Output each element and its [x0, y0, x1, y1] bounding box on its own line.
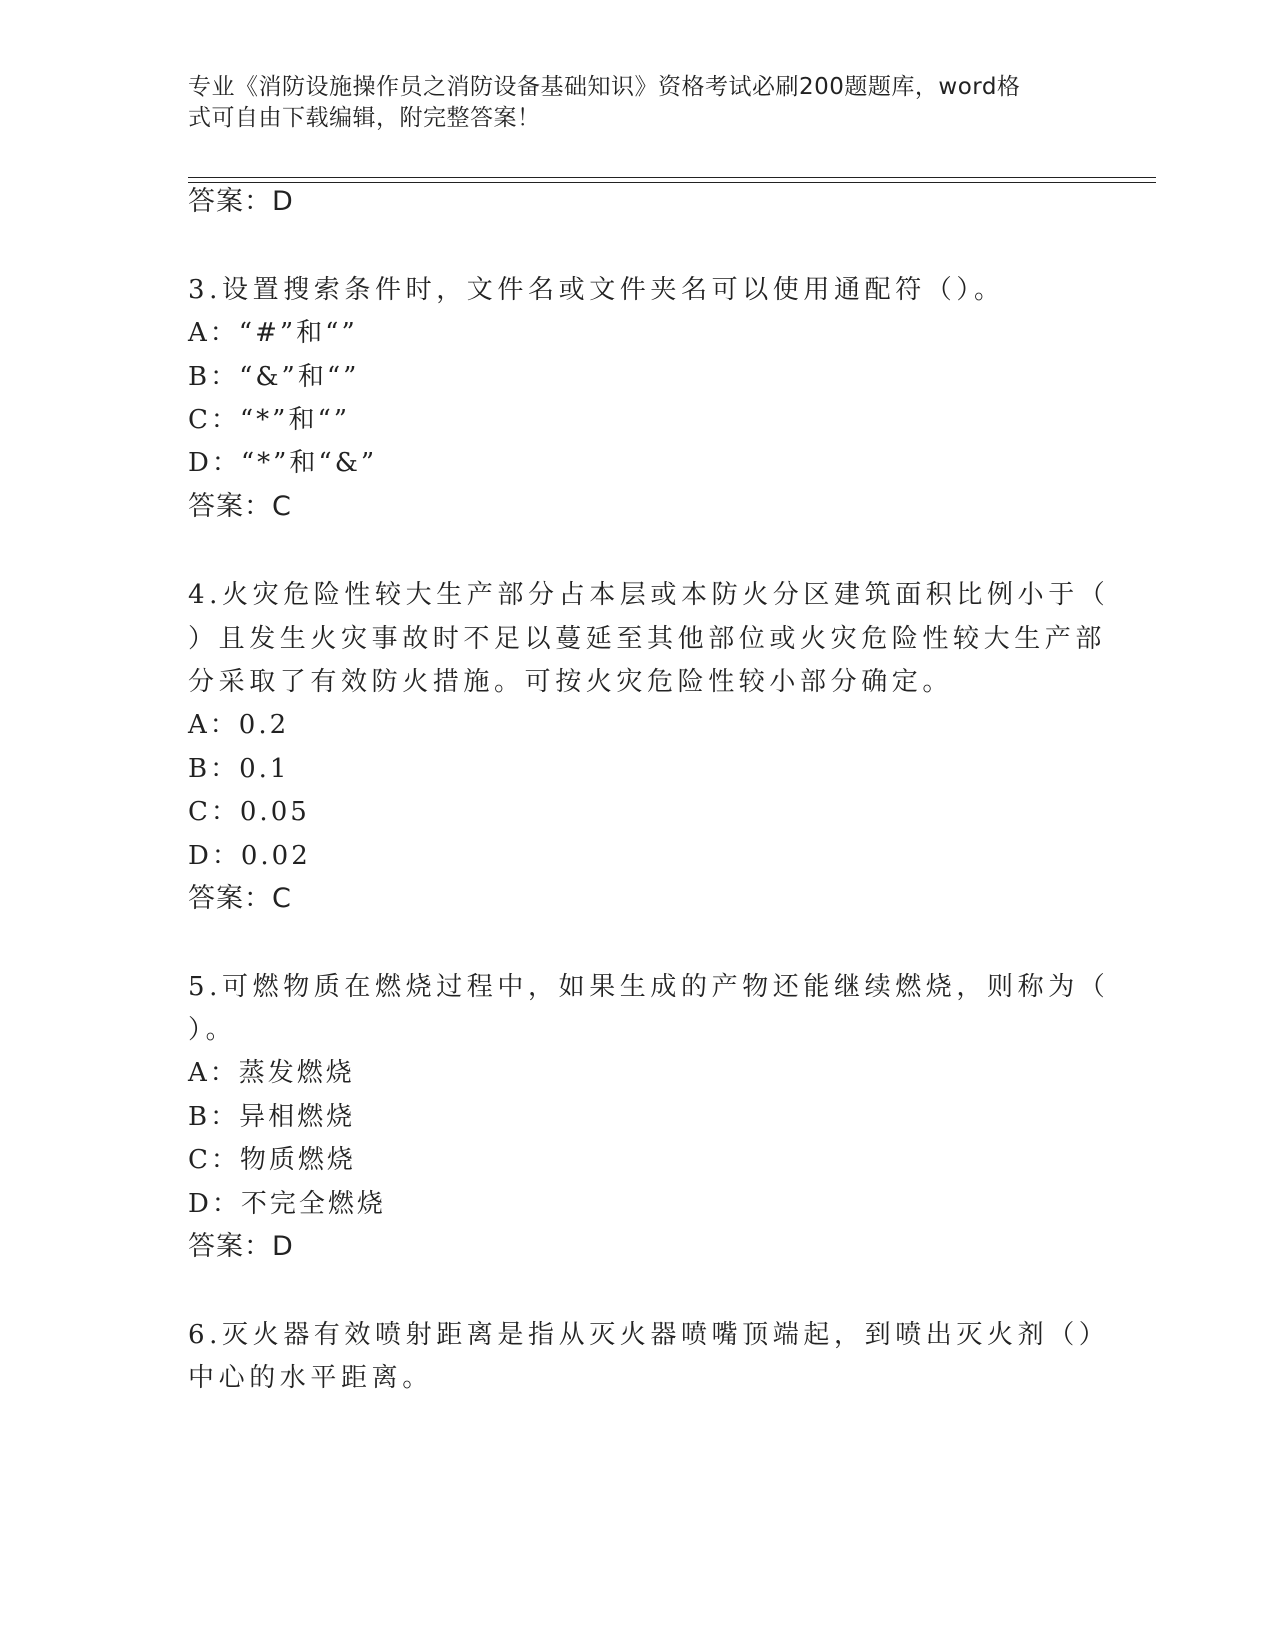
question-line: 分采取了有效防火措施。可按火灾危险性较小部分确定。	[188, 667, 954, 697]
option-line: C：“*”和“”	[188, 405, 351, 435]
question-line: ）。	[188, 1015, 237, 1045]
document-header	[188, 72, 1068, 134]
option-line: B：异相燃烧	[188, 1102, 356, 1132]
option-line: D：不完全燃烧	[188, 1189, 386, 1219]
header-rule-bottom	[188, 182, 1156, 183]
question-line: ）且发生火灾事故时不足以蔓延至其他部位或火灾危险性较大生产部	[188, 624, 1107, 654]
option-line: C：0.05	[188, 797, 310, 827]
answer-line: 答案：C	[188, 883, 292, 914]
option-line: D：“*”和“&”	[188, 448, 378, 478]
answer-line: 答案：C	[188, 491, 292, 522]
question-line: 4.火灾危险性较大生产部分占本层或本防火分区建筑面积比例小于（	[188, 580, 1110, 610]
question-line: 3.设置搜索条件时，文件名或文件夹名可以使用通配符（）。	[188, 275, 1005, 305]
option-line: A：“#”和“”	[188, 318, 358, 348]
question-line: 6.灭火器有效喷射距离是指从灭火器喷嘴顶端起，到喷出灭火剂（）	[188, 1320, 1110, 1350]
answer-line: 答案：D	[188, 1231, 294, 1262]
option-line: C：物质燃烧	[188, 1145, 356, 1175]
option-line: B：“&”和“”	[188, 362, 360, 392]
question-line: 5.可燃物质在燃烧过程中，如果生成的产物还能继续燃烧，则称为（	[188, 972, 1110, 1002]
header-line-1: 专业《消防设施操作员之消防设备基础知识》资格考试必刷200题题库，word格	[188, 74, 1021, 100]
option-line: A：0.2	[188, 710, 290, 740]
option-line: B：0.1	[188, 754, 290, 784]
option-line: D：0.02	[188, 841, 311, 871]
option-line: A：蒸发燃烧	[188, 1058, 355, 1088]
header-line-2: 式可自由下载编辑，附完整答案！	[188, 105, 541, 131]
question-line: 中心的水平距离。	[188, 1363, 433, 1393]
header-rule-top	[188, 177, 1156, 178]
answer-line: 答案：D	[188, 186, 294, 217]
